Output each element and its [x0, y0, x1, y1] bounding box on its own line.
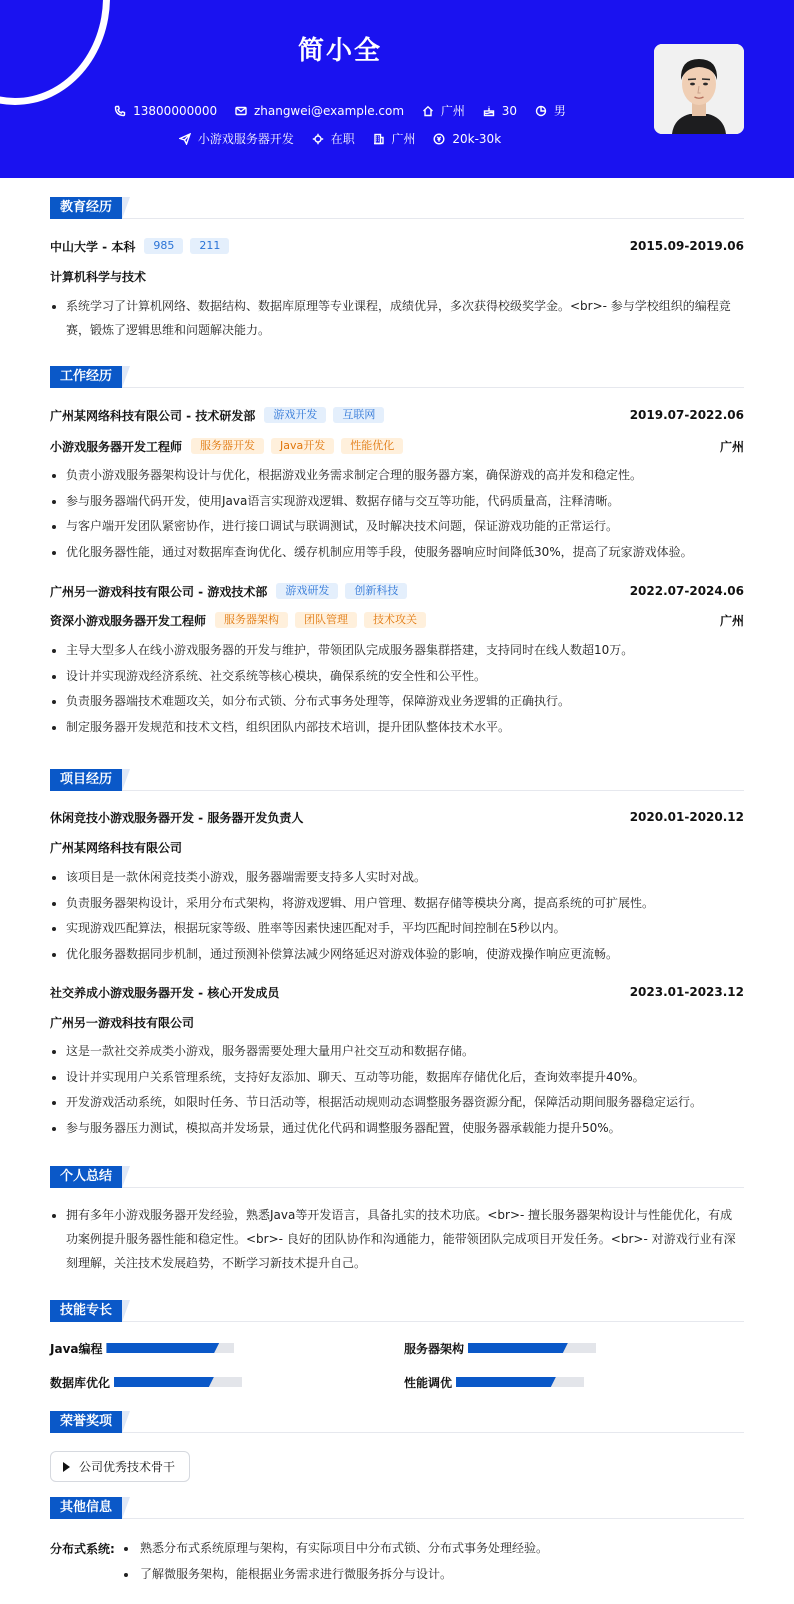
award-item — [50, 1451, 190, 1482]
project-section-header — [50, 769, 744, 791]
status-item — [312, 130, 355, 147]
work-1-bullets — [50, 463, 744, 565]
list-item: 与客户端开发团队紧密协作，进行接口调试与联调测试，及时解决技术问题，保证游戏功能的正常运行。 — [50, 514, 744, 540]
money-icon — [433, 133, 445, 145]
city-value: 广州 — [440, 104, 465, 118]
job-target-value: 小游戏服务器开发 — [197, 132, 294, 146]
gender-value: 男 — [553, 104, 566, 118]
project-period: 2023.01-2023.12 — [629, 985, 744, 999]
work-2-bullets — [50, 638, 744, 740]
skill-bar-fill — [456, 1377, 556, 1387]
role-tag: 服务器架构 — [215, 612, 288, 628]
education-headline — [50, 237, 744, 255]
list-item: 了解微服务架构，能根据业务需求进行微服务拆分与设计。 — [122, 1562, 742, 1588]
skill-performance-tuning — [404, 1374, 584, 1390]
project-period: 2020.01-2020.12 — [629, 810, 744, 824]
salary-item — [433, 132, 501, 146]
phone-icon — [114, 105, 126, 117]
list-item: 实现游戏匹配算法，根据玩家等级、胜率等因素快速匹配对手，平均匹配时间控制在5秒以内。 — [50, 916, 744, 942]
building-icon — [373, 133, 385, 145]
avatar-portrait — [654, 44, 744, 134]
skill-name: 性能调优 — [404, 1375, 453, 1390]
skill-name: 数据库优化 — [50, 1375, 111, 1390]
city-item — [422, 102, 465, 119]
other-label: 分布式系统: — [50, 1542, 115, 1556]
company-tag: 游戏研发 — [276, 583, 338, 599]
list-item: 熟悉分布式系统原理与架构，有实际项目中分布式锁、分布式事务处理经验。 — [122, 1536, 742, 1562]
section-title: 项目经历 — [50, 769, 122, 791]
skill-bar-fill — [106, 1343, 219, 1353]
phone-value: 13800000000 — [133, 103, 218, 118]
work-2-headline — [50, 582, 744, 600]
project-1-bullets — [50, 865, 744, 967]
work-1-headline — [50, 406, 744, 424]
list-item: 优化服务器性能，通过对数据库查询优化、缓存机制应用等手段，使服务器响应时间降低30%，提高了玩家游戏体验。 — [50, 540, 744, 566]
education-major-line — [50, 267, 744, 285]
list-item: 负责小游戏服务器架构设计与优化，根据游戏业务需求制定合理的服务器方案，确保游戏的高并发和稳定性。 — [50, 463, 744, 489]
major: 计算机科学与技术 — [50, 269, 147, 284]
other-section-header — [50, 1497, 744, 1519]
list-item: 拥有多年小游戏服务器开发经验，熟悉Java等开发语言，具备扎实的技术功底。<br>- 擅长服务器架构设计与性能优化，有成功案例提升服务器性能和稳定性。<br>- 良好的团队协作和沟通能力，能带领团队完成项目开发任务。<br>- 对游戏行业有深刻理解，关注技术发展趋势，不断学习新技术提升自己。 — [50, 1203, 744, 1275]
work-location: 广州 — [719, 613, 744, 628]
work-period: 2019.07-2022.06 — [629, 408, 744, 422]
skill-bar — [468, 1343, 596, 1353]
section-title: 个人总结 — [50, 1166, 122, 1188]
salary-value: 20k-30k — [452, 131, 502, 146]
list-item: 参与服务器端代码开发，使用Java语言实现游戏逻辑、数据存储与交互等功能，代码质量高，注释清晰。 — [50, 489, 744, 515]
company-tag: 互联网 — [333, 407, 384, 423]
job-role: 资深小游戏服务器开发工程师 — [50, 613, 207, 628]
summary-bullets — [50, 1203, 744, 1275]
project-1-headline — [50, 808, 744, 826]
list-item: 负责服务器架构设计，采用分布式架构，将游戏逻辑、用户管理、数据存储等模块分离，提高系统的可扩展性。 — [50, 891, 744, 917]
education-section-header — [50, 197, 744, 219]
work-location: 广州 — [719, 439, 744, 454]
list-item: 参与服务器压力测试，模拟高并发场景，通过优化代码和调整服务器配置，使服务器承载能力提升50%。 — [50, 1116, 744, 1142]
work-city-item — [373, 130, 416, 147]
section-title: 荣誉奖项 — [50, 1411, 122, 1433]
gender-item — [535, 102, 566, 119]
project-company: 广州某网络科技有限公司 — [50, 840, 183, 855]
company-name: 广州另一游戏科技有限公司 - 游戏技术部 — [50, 584, 268, 599]
skill-bar — [114, 1377, 242, 1387]
project-2-bullets — [50, 1039, 744, 1141]
list-item: 系统学习了计算机网络、数据结构、数据库原理等专业课程，成绩优异，多次获得校级奖学金。<br>- 参与学校组织的编程竞赛，锻炼了逻辑思维和问题解决能力。 — [50, 294, 744, 342]
phone-item — [114, 104, 217, 118]
age-item — [483, 104, 517, 118]
company-tag: 创新科技 — [345, 583, 407, 599]
list-item: 负责服务器端技术难题攻关，如分布式锁、分布式事务处理等，保障游戏业务逻辑的正确执行。 — [50, 689, 744, 715]
skill-java — [50, 1340, 234, 1356]
section-title: 其他信息 — [50, 1497, 122, 1519]
mail-icon — [235, 105, 247, 117]
list-item: 优化服务器数据同步机制，通过预测补偿算法减少网络延迟对游戏体验的影响，使游戏操作响应更流畅。 — [50, 942, 744, 968]
role-tag: 团队管理 — [295, 612, 357, 628]
list-item: 制定服务器开发规范和技术文档，组织团队内部技术培训，提升团队整体技术水平。 — [50, 715, 744, 741]
skill-bar — [456, 1377, 584, 1387]
email-item — [235, 104, 404, 118]
skill-database-optimization — [50, 1374, 242, 1390]
role-tag: 技术攻关 — [364, 612, 426, 628]
list-item: 设计并实现用户关系管理系统，支持好友添加、聊天、互动等功能，数据库存储优化后，查询效率提升40%。 — [50, 1065, 744, 1091]
role-tag: 服务器开发 — [191, 438, 264, 454]
work-2-role-line — [50, 611, 744, 629]
work-city-value: 广州 — [391, 132, 416, 146]
cake-icon — [483, 105, 495, 117]
education-bullets — [50, 294, 744, 342]
skill-name: Java编程 — [50, 1341, 103, 1356]
company-name: 广州某网络科技有限公司 - 技术研发部 — [50, 408, 256, 423]
list-item: 主导大型多人在线小游戏服务器的开发与维护，带领团队完成服务器集群搭建，支持同时在线人数超10万。 — [50, 638, 744, 664]
candidate-name: 简小全 — [297, 36, 382, 66]
skill-bar — [106, 1343, 234, 1353]
awards-section-header — [50, 1411, 744, 1433]
edu-tag: 985 — [144, 238, 183, 254]
role-tag: 性能优化 — [341, 438, 403, 454]
project-company: 广州另一游戏科技有限公司 — [50, 1015, 195, 1030]
project-1-company-line — [50, 838, 744, 856]
section-title: 技能专长 — [50, 1300, 122, 1322]
project-2-headline — [50, 983, 744, 1001]
list-item: 开发游戏活动系统，如限时任务、节日活动等，根据活动规则动态调整服务器资源分配，保障活动期间服务器稳定运行。 — [50, 1090, 744, 1116]
section-title: 教育经历 — [50, 197, 122, 219]
contact-row — [0, 102, 680, 120]
edu-tag: 211 — [190, 238, 229, 254]
project-2-company-line — [50, 1013, 744, 1031]
gender-icon — [535, 105, 547, 117]
list-item: 该项目是一款休闲竞技类小游戏，服务器端需要支持多人实时对战。 — [50, 865, 744, 891]
work-section-header — [50, 366, 744, 388]
status-icon — [312, 133, 324, 145]
project-name: 社交养成小游戏服务器开发 - 核心开发成员 — [50, 985, 280, 1000]
job-intention-row — [0, 130, 680, 148]
job-target-item — [179, 130, 294, 147]
age-value: 30 — [501, 103, 518, 118]
skill-bar-fill — [468, 1343, 568, 1353]
profile-photo — [654, 44, 744, 134]
home-icon — [422, 105, 434, 117]
skill-name: 服务器架构 — [404, 1341, 465, 1356]
email-value: zhangwei@example.com — [253, 103, 405, 118]
work-period: 2022.07-2024.06 — [629, 584, 744, 598]
list-item: 设计并实现游戏经济系统、社交系统等核心模块，确保系统的安全性和公平性。 — [50, 664, 744, 690]
skill-bar-fill — [114, 1377, 214, 1387]
summary-section-header — [50, 1166, 744, 1188]
award-name: 公司优秀技术骨干 — [79, 1460, 176, 1474]
project-name: 休闲竞技小游戏服务器开发 - 服务器开发负责人 — [50, 810, 304, 825]
school-name: 中山大学 - 本科 — [50, 239, 136, 254]
play-triangle-icon — [63, 1462, 70, 1472]
edu-period: 2015.09-2019.06 — [629, 239, 744, 253]
list-item: 这是一款社交养成类小游戏，服务器需要处理大量用户社交互动和数据存储。 — [50, 1039, 744, 1065]
job-role: 小游戏服务器开发工程师 — [50, 439, 183, 454]
send-icon — [179, 133, 191, 145]
role-tag: Java开发 — [271, 438, 334, 454]
skill-server-architecture — [404, 1340, 596, 1356]
status-value: 在职 — [330, 132, 355, 146]
work-1-role-line — [50, 437, 744, 455]
company-tag: 游戏开发 — [264, 407, 326, 423]
resume-header — [0, 0, 794, 178]
skills-section-header — [50, 1300, 744, 1322]
other-bullets — [122, 1536, 742, 1587]
section-title: 工作经历 — [50, 366, 122, 388]
